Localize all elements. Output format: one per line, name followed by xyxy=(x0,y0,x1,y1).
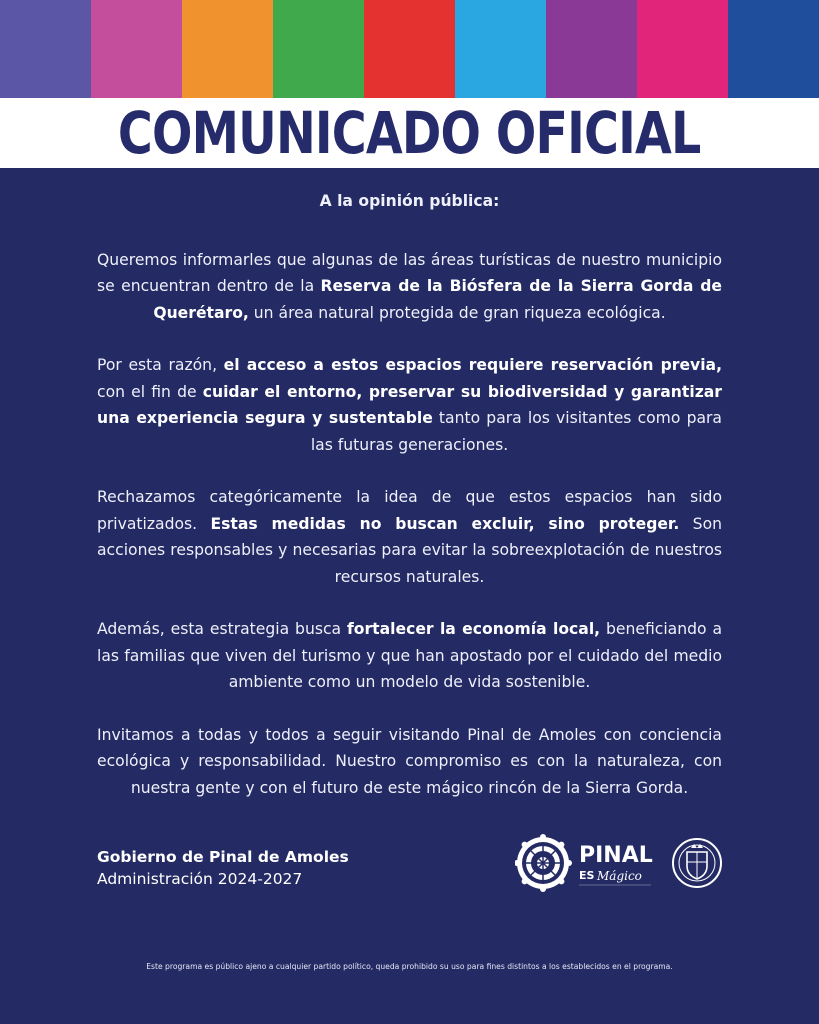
municipal-seal-icon xyxy=(673,839,721,887)
color-stripe xyxy=(182,0,273,98)
emphasis-text: Reserva de la Biósfera de la Sierra Gorda de Querétaro, xyxy=(153,277,722,322)
body-text: Queremos informarles que algunas de las áreas turísticas de nuestro municipio se encuentran dentro de la xyxy=(97,250,722,295)
statement-paragraph xyxy=(97,247,722,327)
color-stripe xyxy=(91,0,182,98)
color-stripe xyxy=(273,0,364,98)
mandala-logo-icon xyxy=(515,834,572,892)
signature-period: Administración 2024-2027 xyxy=(97,870,303,888)
statement-paragraph xyxy=(97,616,722,696)
emphasis-text: Estas medidas no buscan excluir, sino proteger. xyxy=(210,514,680,533)
signature-block xyxy=(97,846,349,890)
brand-script-text: Mágico xyxy=(597,869,642,883)
color-stripe xyxy=(455,0,546,98)
emphasis-text: fortalecer la economía local, xyxy=(346,620,601,638)
statement-body xyxy=(97,188,722,827)
body-text: beneficiando a las familias que viven del turismo y que han apostado por el cuidado del medio ambiente como un modelo de vida sostenible. xyxy=(97,620,722,691)
emphasis-text: cuidar el entorno, preservar su biodiversidad y garantizar una experiencia segura y sustentable xyxy=(97,382,722,427)
body-text: Invitamos a todas y todos a seguir visitando Pinal de Amoles con conciencia ecológica y responsabilidad. Nuestro compromiso es con la naturaleza, con nuestra gente y con el futuro de este mágico rincón de la Sierra Gorda. xyxy=(97,725,722,797)
paragraph-list xyxy=(97,247,722,802)
color-stripe xyxy=(0,0,91,98)
title-band xyxy=(0,98,819,168)
body-text: Son acciones responsables y necesarias para evitar la sobreexplotación de nuestros recursos naturales. xyxy=(97,514,723,586)
statement-paragraph xyxy=(97,352,722,458)
emphasis-text: el acceso a estos espacios requiere reservación previa, xyxy=(223,356,722,374)
logo-group xyxy=(515,832,725,894)
statement-paragraph xyxy=(97,484,722,590)
body-text: Por esta razón, xyxy=(97,356,224,374)
color-stripe xyxy=(637,0,728,98)
body-text: Además, esta estrategia busca xyxy=(97,620,347,638)
signature-name: Gobierno de Pinal de Amoles xyxy=(97,848,349,866)
pinal-es-magico-logo xyxy=(579,843,653,885)
brand-sub-text: ES xyxy=(579,869,595,882)
brand-main-text: PINAL xyxy=(579,843,653,868)
color-stripe xyxy=(728,0,819,98)
footer-disclaimer: Este programa es público ajeno a cualquier partido político, queda prohibido su uso para fines distintos a los establecidos en el programa. xyxy=(146,962,673,971)
color-stripe xyxy=(546,0,637,98)
color-stripe xyxy=(364,0,455,98)
statement-paragraph xyxy=(97,722,722,802)
color-stripes-banner xyxy=(0,0,819,98)
body-text: con el fin de xyxy=(97,382,203,401)
body-text: Rechazamos categóricamente la idea de que estos espacios han sido privatizados. xyxy=(97,488,722,533)
page-title: COMUNICADO OFICIAL xyxy=(118,99,701,167)
greeting: A la opinión pública: xyxy=(319,192,500,210)
body-text: tanto para los visitantes como para las futuras generaciones. xyxy=(310,409,722,454)
body-text: un área natural protegida de gran riqueza ecológica. xyxy=(248,303,666,322)
